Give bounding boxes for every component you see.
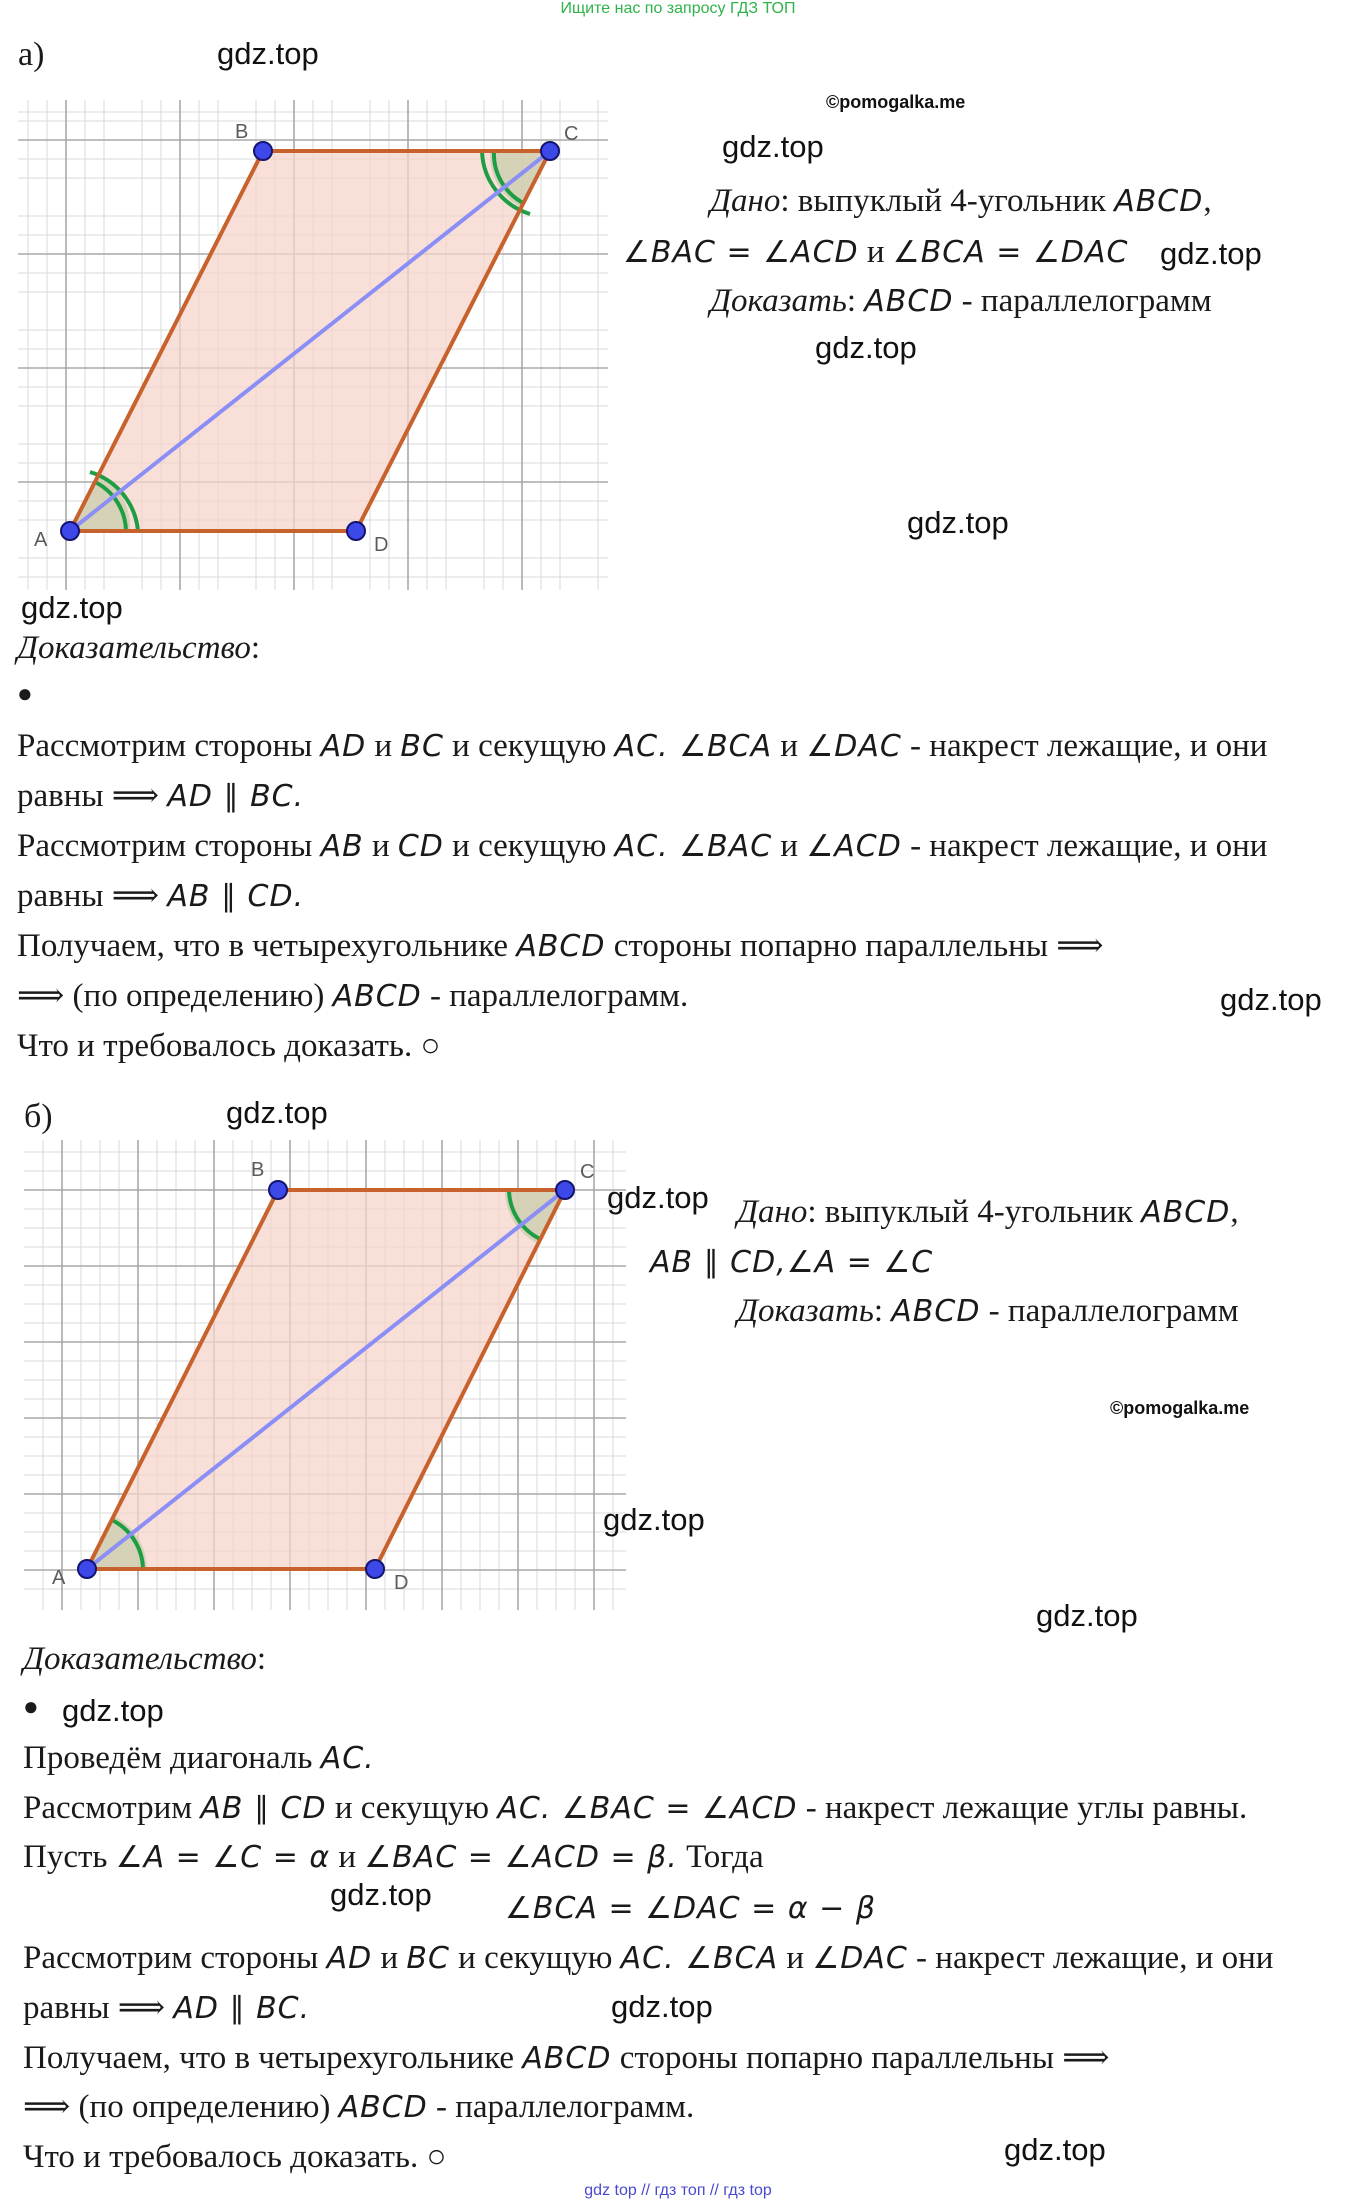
watermark: gdz.top [1036,1598,1138,1633]
prove-b: Доказать: ABCD - параллелограмм [737,1293,1239,1329]
vertex-label-a-a: A [34,529,48,551]
proof-a-title: Доказательство: [17,630,261,666]
part-a-label: а) [18,36,45,73]
proof-a-line1: Рассмотрим стороны AD и BC и секущую AC. ∠BCA и ∠DAC - накрест лежащие, и они [17,728,1268,764]
vertex-label-b-a: A [52,1567,66,1589]
copyright-b: ©pomogalka.me [1110,1398,1250,1418]
proof-a-line4: равны ⟹ AB ∥ CD. [17,878,305,914]
watermark: gdz.top [611,1989,713,2024]
proof-b-line5: Рассмотрим стороны AD и BC и секущую AC. ∠BCA и ∠DAC - накрест лежащие, и они [23,1940,1274,1976]
watermark: gdz.top [21,590,123,625]
proof-b-title: Доказательство: [23,1641,267,1677]
copyright-a: ©pomogalka.me [826,92,966,112]
proof-b-line1: Проведём диагональ AC. [23,1740,375,1776]
vertex-label-b-b: B [251,1159,265,1181]
watermark: gdz.top [217,36,319,71]
watermark: gdz.top [226,1095,328,1130]
proof-b-line9: Что и требовалось доказать. ○ [23,2139,447,2175]
watermark: gdz.top [907,505,1009,540]
proof-a-line5: Получаем, что в четырехугольнике ABCD стороны попарно параллельны ⟹ [17,928,1104,964]
given-a-word: Дано [710,183,781,219]
vertex-label-a-b: B [235,121,249,143]
vertex-label-b-d: D [394,1572,409,1594]
vertex-label-b-c: C [580,1161,595,1183]
watermark: gdz.top [62,1693,164,1728]
proof-b-line7: Получаем, что в четырехугольнике ABCD стороны попарно параллельны ⟹ [23,2040,1110,2076]
vertex-a-c [541,142,559,160]
proof-b-line3: Пусть ∠A = ∠C = α и ∠BAC = ∠ACD = β. Тогда [23,1839,764,1875]
given-b-line2: AB ∥ CD,∠A = ∠C [650,1245,934,1280]
vertex-a-d [347,522,365,540]
watermark: gdz.top [603,1502,705,1537]
proof-b-line8: ⟹ (по определению) ABCD - параллелограмм. [23,2089,695,2125]
watermark: gdz.top [815,330,917,365]
vertex-label-a-c: C [564,123,579,145]
vertex-label-a-d: D [374,534,389,556]
vertex-b-b [269,1181,287,1199]
vertex-a-b [254,142,272,160]
bottom-banner: gdz top // гдз топ // гдз top [584,2182,772,2199]
watermark: gdz.top [722,129,824,164]
proof-a-line7: Что и требовалось доказать. ○ [17,1028,441,1064]
watermark: gdz.top [330,1877,432,1912]
proof-b-bullet: ● [23,1692,39,1721]
given-b-line1: Дано: выпуклый 4-угольник ABCD, [737,1194,1239,1230]
watermark: gdz.top [1004,2132,1106,2167]
figure-a [18,100,608,590]
top-banner: Ищите нас по запросу ГДЗ ТОП [560,0,796,17]
proof-b-line2: Рассмотрим AB ∥ CD и секущую AC. ∠BAC = ∠ACD - накрест лежащие углы равны. [23,1790,1248,1826]
watermark: gdz.top [1220,982,1322,1017]
given-a-line2: ∠BAC = ∠ACD и ∠BCA = ∠DAC [623,234,1129,270]
proof-a-line3: Рассмотрим стороны AB и CD и секущую AC. ∠BAC и ∠ACD - накрест лежащие, и они [17,828,1268,864]
part-b-label: б) [24,1098,53,1135]
watermark: gdz.top [1160,236,1262,271]
proof-a-line2: равны ⟹ AD ∥ BC. [17,778,305,814]
figure-b [24,1140,626,1610]
vertex-a-a [61,522,79,540]
proof-b-line6: равны ⟹ AD ∥ BC. [23,1990,311,2026]
vertex-b-a [78,1560,96,1578]
proof-a-line6: ⟹ (по определению) ABCD - параллелограмм. [17,978,689,1014]
given-a-line1: Дано: выпуклый 4-угольник ABCD, [710,183,1212,219]
watermark: gdz.top [607,1180,709,1215]
prove-a: Доказать: ABCD - параллелограмм [710,283,1212,319]
proof-b-line4: ∠BCA = ∠DAC = α − β [505,1891,876,1926]
vertex-b-c [556,1181,574,1199]
vertex-b-d [366,1560,384,1578]
proof-a-bullet: ● [17,679,33,708]
